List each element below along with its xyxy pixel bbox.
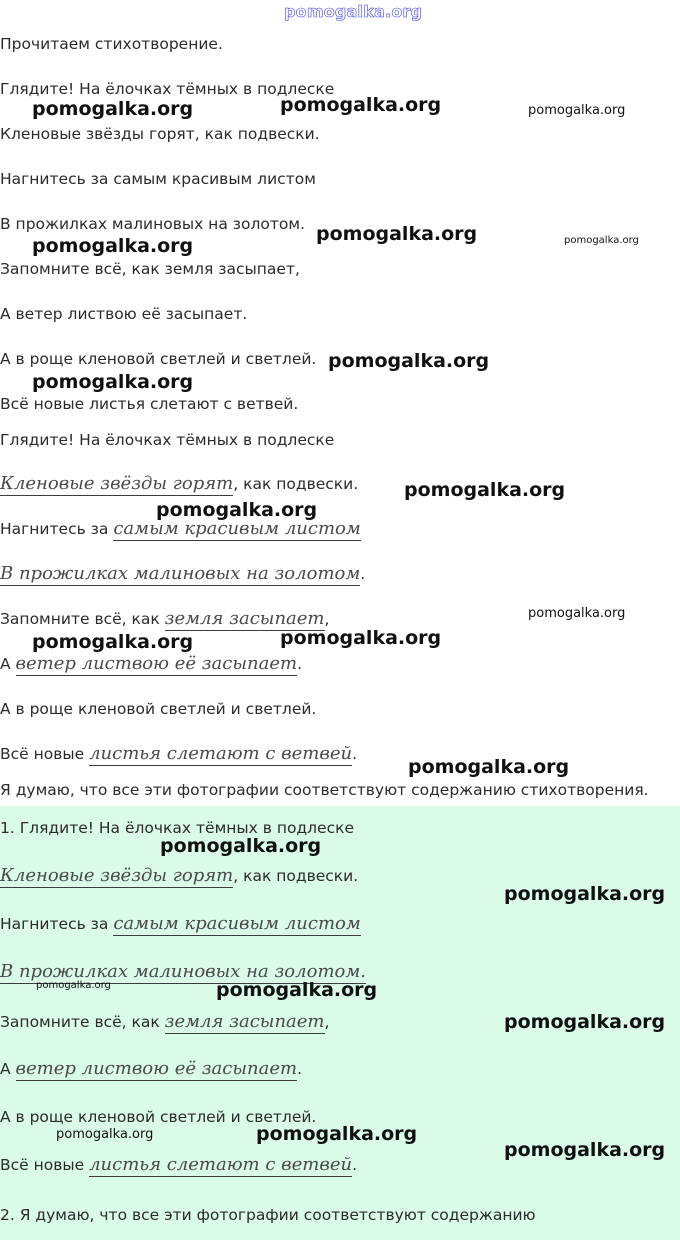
watermark: pomogalka.org xyxy=(528,606,626,621)
intro-text: Прочитаем стихотворение. xyxy=(0,35,223,53)
line-rest: . xyxy=(352,1156,358,1174)
watermark: pomogalka.org xyxy=(32,631,194,653)
handwritten-underline: В прожилках малиновых на золотом. xyxy=(0,961,366,982)
answer-line xyxy=(0,1012,329,1032)
line-prefix: Всё новые xyxy=(0,745,90,763)
marked-line xyxy=(0,609,329,629)
watermark: pomogalka.org xyxy=(280,94,442,116)
conclusion-text: Я думаю, что все эти фотографии соответствуют содержанию стихотворения. xyxy=(0,781,649,799)
marked-line: Глядите! На ёлочках тёмных в подлеске xyxy=(0,431,335,449)
watermark: pomogalka.org xyxy=(408,756,570,778)
marked-line xyxy=(0,564,365,584)
watermark: pomogalka.org xyxy=(156,499,318,521)
answer-line xyxy=(0,1059,302,1079)
poem-line: Всё новые листья слетают с ветвей. xyxy=(0,395,299,413)
handwritten-underline: В прожилках малиновых на золотом xyxy=(0,563,361,584)
line-rest: , как подвески. xyxy=(233,867,359,885)
line-rest: , как подвески. xyxy=(233,475,359,493)
poem-line: Запомните всё, как земля засыпает, xyxy=(0,260,300,278)
handwritten-underline: ветер листвою её засыпает xyxy=(15,1058,298,1079)
marked-line xyxy=(0,519,361,539)
watermark: pomogalka.org xyxy=(256,1123,418,1145)
line-prefix: А xyxy=(0,655,16,673)
handwritten-underline: земля засыпает xyxy=(164,608,325,629)
watermark: pomogalka.org xyxy=(216,979,378,1001)
marked-line xyxy=(0,744,357,764)
marked-line xyxy=(0,654,302,674)
line-prefix: Нагнитесь за xyxy=(0,915,114,933)
answer-line xyxy=(0,1155,357,1175)
answer-line xyxy=(0,914,361,934)
marked-line xyxy=(0,474,358,494)
handwritten-underline: самым красивым листом xyxy=(113,518,361,539)
line-rest: . xyxy=(297,655,303,673)
handwritten-underline: листья слетают с ветвей xyxy=(89,1154,353,1175)
handwritten-underline: Кленовые звёзды горят xyxy=(0,473,234,494)
watermark: pomogalka.org xyxy=(316,223,478,245)
watermark: pomogalka.org xyxy=(280,627,442,649)
answer-line xyxy=(0,866,358,886)
poem-line: Глядите! На ёлочках тёмных в подлеске xyxy=(0,80,335,98)
handwritten-underline: Кленовые звёзды горят xyxy=(0,865,234,886)
line-prefix: Запомните всё, как xyxy=(0,1013,165,1031)
poem-line: Кленовые звёзды горят, как подвески. xyxy=(0,125,320,143)
answer-line: 1. Глядите! На ёлочках тёмных в подлеске xyxy=(0,819,355,837)
line-rest: , xyxy=(324,610,330,628)
watermark: pomogalka.org xyxy=(528,103,626,118)
line-prefix: А xyxy=(0,1060,16,1078)
watermark: pomogalka.org xyxy=(32,98,194,120)
line-prefix: Нагнитесь за xyxy=(0,520,114,538)
line-prefix: Всё новые xyxy=(0,1156,90,1174)
watermark: pomogalka.org xyxy=(160,835,322,857)
watermark: pomogalka.org xyxy=(404,479,566,501)
handwritten-underline: листья слетают с ветвей xyxy=(89,743,353,764)
watermark: pomogalka.org xyxy=(504,1011,666,1033)
watermark: pomogalka.org xyxy=(504,1139,666,1161)
watermark: pomogalka.org xyxy=(32,235,194,257)
handwritten-underline: ветер листвою её засыпает xyxy=(15,653,298,674)
poem-line: В прожилках малиновых на золотом. xyxy=(0,215,305,233)
line-rest: . xyxy=(360,565,366,583)
watermark: pomogalka.org xyxy=(36,980,111,991)
watermark: pomogalka.org xyxy=(564,235,639,246)
poem-line: А в роще кленовой светлей и светлей. xyxy=(0,350,317,368)
line-rest: , xyxy=(324,1013,330,1031)
watermark: pomogalka.org xyxy=(32,371,194,393)
line-rest: . xyxy=(297,1060,303,1078)
handwritten-underline: земля засыпает xyxy=(164,1011,325,1032)
line-rest: . xyxy=(352,745,358,763)
poem-line: Нагнитесь за самым красивым листом xyxy=(0,170,316,188)
line-prefix: Запомните всё, как xyxy=(0,610,165,628)
marked-line: А в роще кленовой светлей и светлей. xyxy=(0,700,317,718)
top-watermark: pomogalka.org xyxy=(284,2,423,21)
poem-line: А ветер листвою её засыпает. xyxy=(0,305,248,323)
watermark: pomogalka.org xyxy=(504,883,666,905)
watermark: pomogalka.org xyxy=(56,1127,154,1142)
answer-line: А в роще кленовой светлей и светлей. xyxy=(0,1108,317,1126)
watermark: pomogalka.org xyxy=(328,350,490,372)
answer-line: 2. Я думаю, что все эти фотографии соответствуют содержанию xyxy=(0,1206,536,1224)
handwritten-underline: самым красивым листом xyxy=(113,913,361,934)
